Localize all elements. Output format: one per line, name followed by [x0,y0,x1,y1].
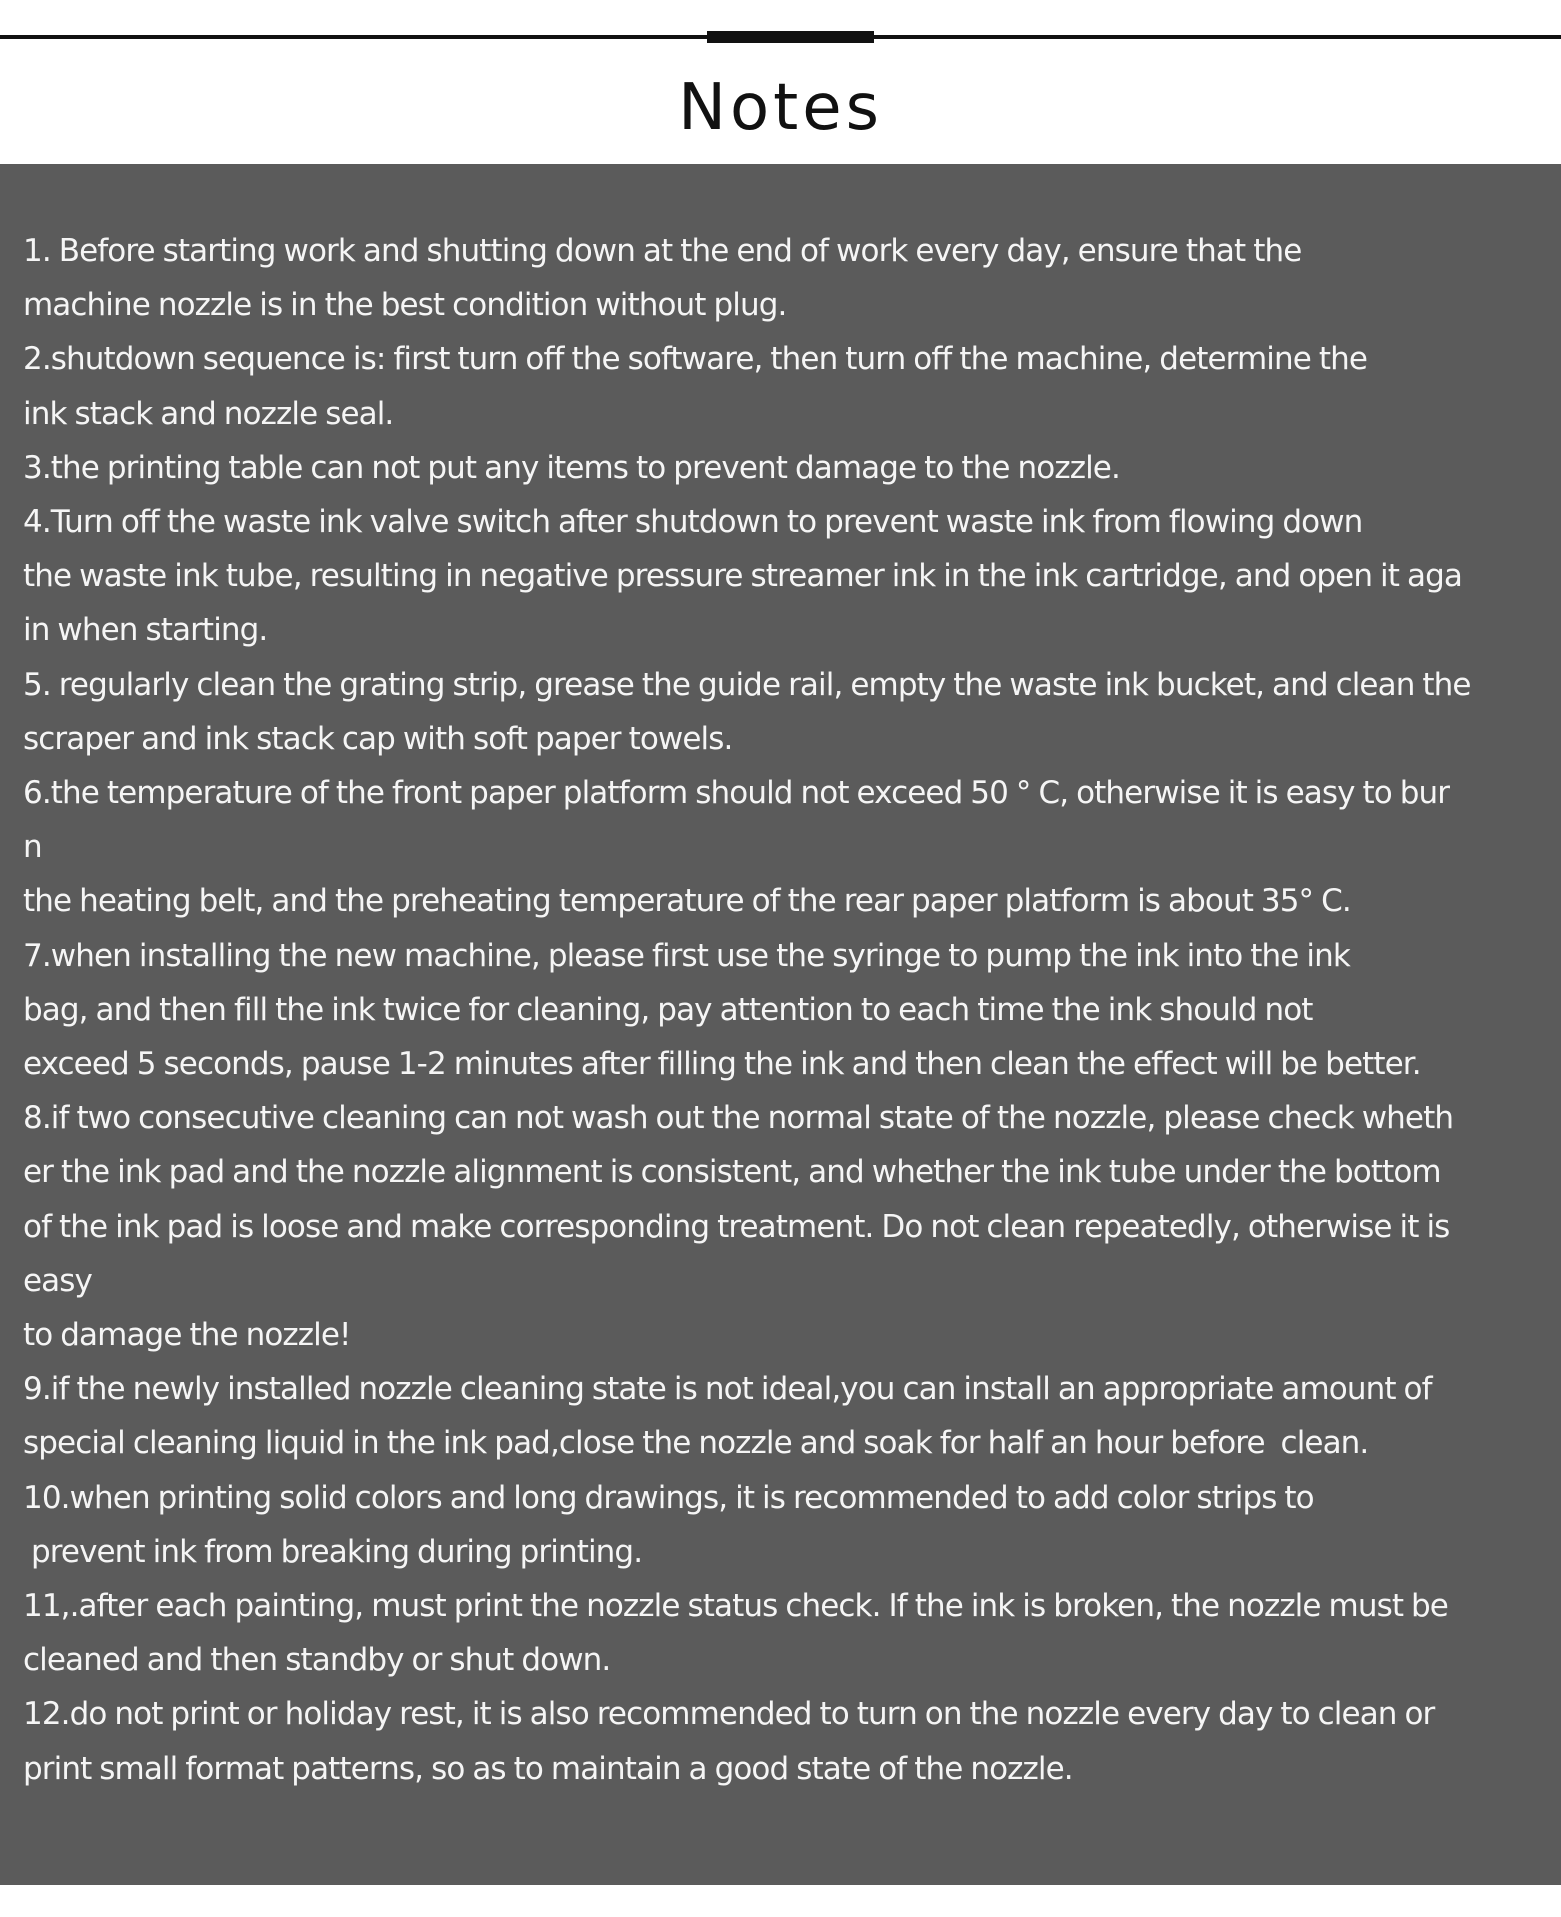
notes-list [23,224,1548,1796]
header [0,0,1561,164]
note-line: 1. Before starting work and shutting down at the end of work every day, ensure that the [23,233,1302,269]
note-line: 2.shutdown sequence is: first turn off the software, then turn off the machine, determine the [23,341,1368,378]
note-line: special cleaning liquid in the ink pad,close the nozzle and soak for half an hour before clean. [23,1425,1369,1462]
note-line: print small format patterns, so as to maintain a good state of the nozzle. [23,1750,1073,1787]
note-line: prevent ink from breaking during printing. [23,1533,643,1570]
note-line: 12.do not print or holiday rest, it is also recommended to turn on the nozzle every day to clean or [23,1696,1435,1733]
note-line: in when starting. [23,612,268,649]
note-line: 8.if two consecutive cleaning can not wash out the normal state of the nozzle, please check wheth [23,1100,1454,1137]
note-line: 6.the temperature of the front paper platform should not exceed 50 ° C, otherwise it is easy to bur [23,775,1450,812]
note-line: machine nozzle is in the best condition without plug. [23,287,787,324]
note-line: scraper and ink stack cap with soft paper towels. [23,720,733,757]
note-line: er the ink pad and the nozzle alignment is consistent, and whether the ink tube under the bottom [23,1154,1441,1191]
header-rule-tab [707,31,874,43]
note-line: 4.Turn off the waste ink valve switch after shutdown to prevent waste ink from flowing down [23,504,1363,541]
note-line: bag, and then fill the ink twice for cleaning, pay attention to each time the ink should not [23,991,1313,1028]
note-line: cleaned and then standby or shut down. [23,1642,611,1679]
note-line: 11,.after each painting, must print the nozzle status check. If the ink is broken, the nozzle must be [23,1588,1448,1625]
note-line: 9.if the newly installed nozzle cleaning state is not ideal,you can install an appropriate amount of [23,1371,1432,1408]
note-line: ink stack and nozzle seal. [23,395,394,432]
note-line: of the ink pad is loose and make corresponding treatment. Do not clean repeatedly, otherwise it is [23,1208,1450,1245]
note-line: the heating belt, and the preheating temperature of the rear paper platform is about 35° C. [23,883,1351,920]
note-line: n [23,829,42,866]
note-line: 7.when installing the new machine, please first use the syringe to pump the ink into the ink [23,937,1350,974]
notes-panel [0,164,1561,1885]
note-line: to damage the nozzle! [23,1317,351,1354]
note-line: easy [23,1262,92,1299]
page-title: Notes [678,71,883,145]
note-line: the waste ink tube, resulting in negative pressure streamer ink in the ink cartridge, and open it aga [23,558,1462,595]
note-line: exceed 5 seconds, pause 1-2 minutes after filling the ink and then clean the effect will be better. [23,1046,1421,1083]
note-line: 5. regularly clean the grating strip, grease the guide rail, empty the waste ink bucket, and clean the [23,666,1471,703]
note-line: 10.when printing solid colors and long drawings, it is recommended to add color strips to [23,1479,1314,1516]
note-line: 3.the printing table can not put any items to prevent damage to the nozzle. [23,449,1120,486]
